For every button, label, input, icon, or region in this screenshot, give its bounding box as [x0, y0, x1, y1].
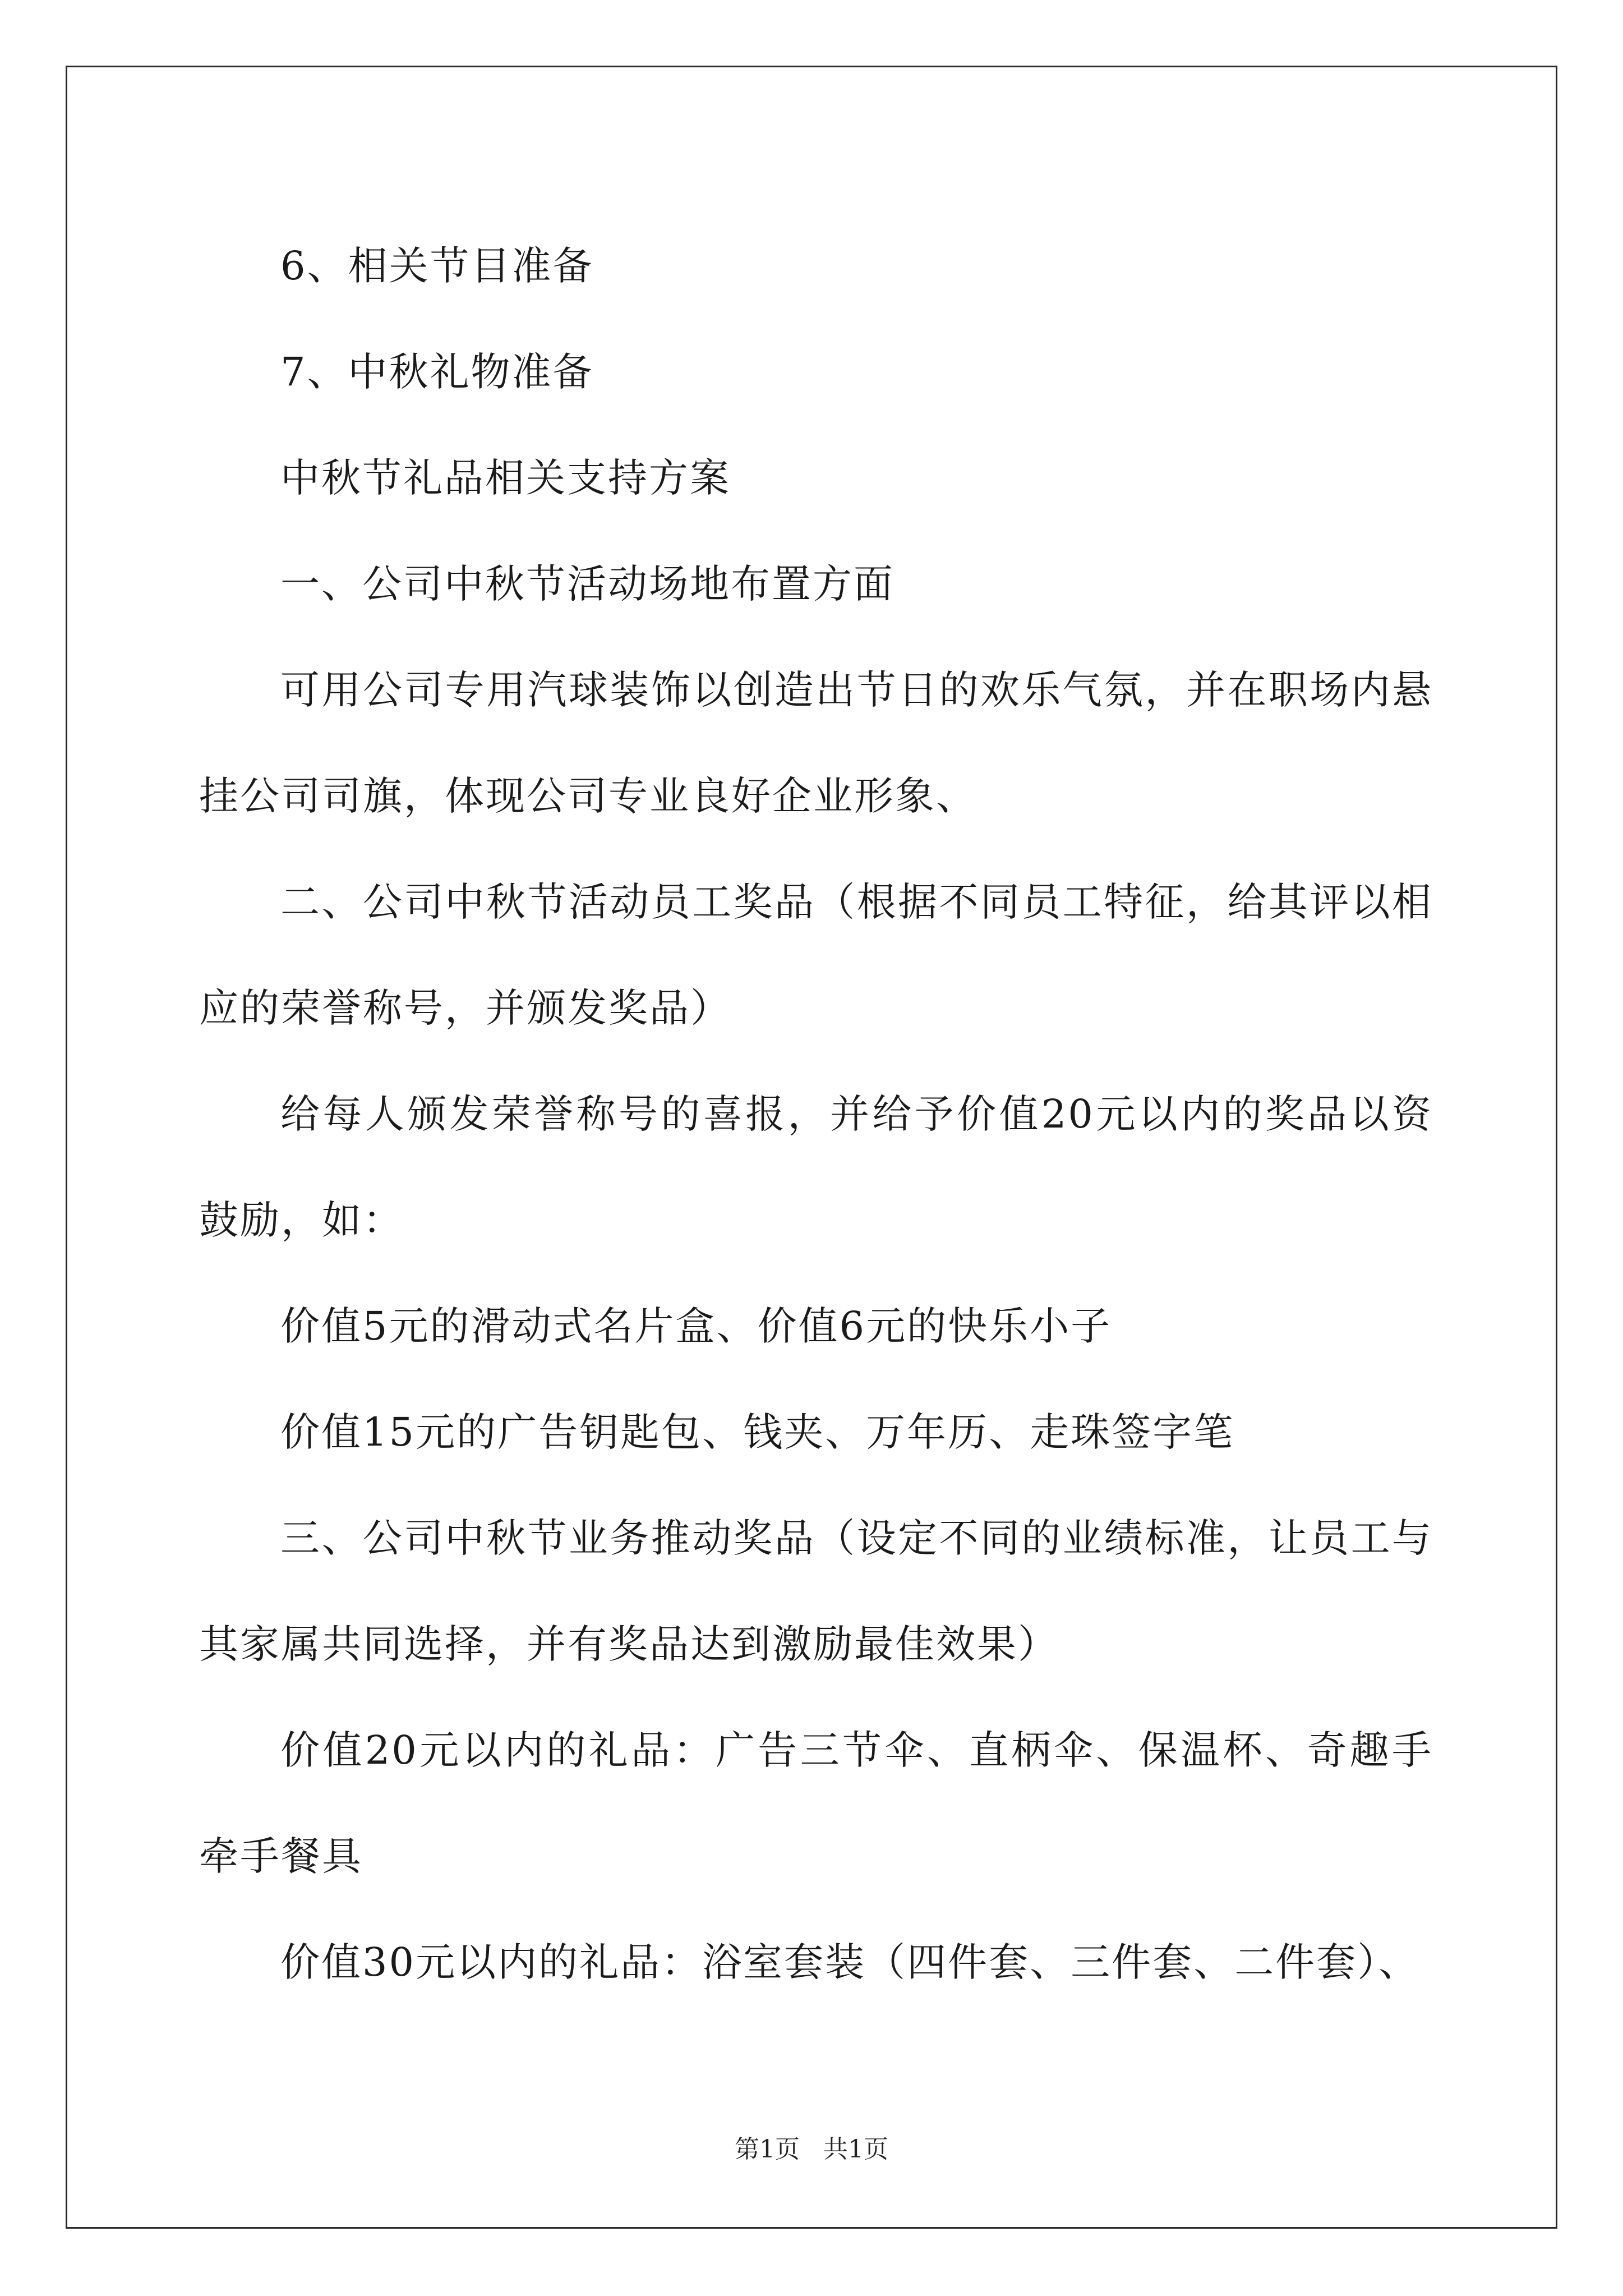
paragraph: 价值5元的滑动式名片盒、价值6元的快乐小子: [280, 1303, 1112, 1349]
paragraph: 7、中秋礼物准备: [280, 349, 594, 395]
paragraph: 价值15元的广告钥匙包、钱夹、万年历、走珠签字笔: [280, 1409, 1235, 1455]
page-number: 第1页: [735, 2135, 800, 2164]
paragraph: 二、公司中秋节活动员工奖品（根据不同员工特征，给其评以相应的荣誉称号，并颁发奖品）: [199, 879, 1433, 1031]
paragraph: 价值30元以内的礼品：浴室套装（四件套、三件套、二件套）、: [280, 1939, 1420, 1985]
paragraph: 可用公司专用汽球装饰以创造出节日的欢乐气氛，并在职场内悬挂公司司旗，体现公司专业良好企业形象、: [199, 667, 1433, 819]
paragraph: 给每人颁发荣誉称号的喜报，并给予价值20元以内的奖品以资鼓励，如：: [199, 1091, 1433, 1243]
paragraph: 中秋节礼品相关支持方案: [280, 455, 731, 501]
page-total: 共1页: [823, 2135, 888, 2164]
paragraph: 6、相关节目准备: [280, 243, 594, 289]
document-body: [199, 213, 1433, 2016]
paragraph: 三、公司中秋节业务推动奖品（设定不同的业绩标准，让员工与其家属共同选择，并有奖品达到激励最佳效果）: [199, 1515, 1433, 1667]
page-footer: [0, 2129, 1623, 2165]
paragraph: 一、公司中秋节活动场地布置方面: [280, 561, 895, 607]
paragraph: 价值20元以内的礼品：广告三节伞、直柄伞、保温杯、奇趣手牵手餐具: [199, 1727, 1433, 1879]
